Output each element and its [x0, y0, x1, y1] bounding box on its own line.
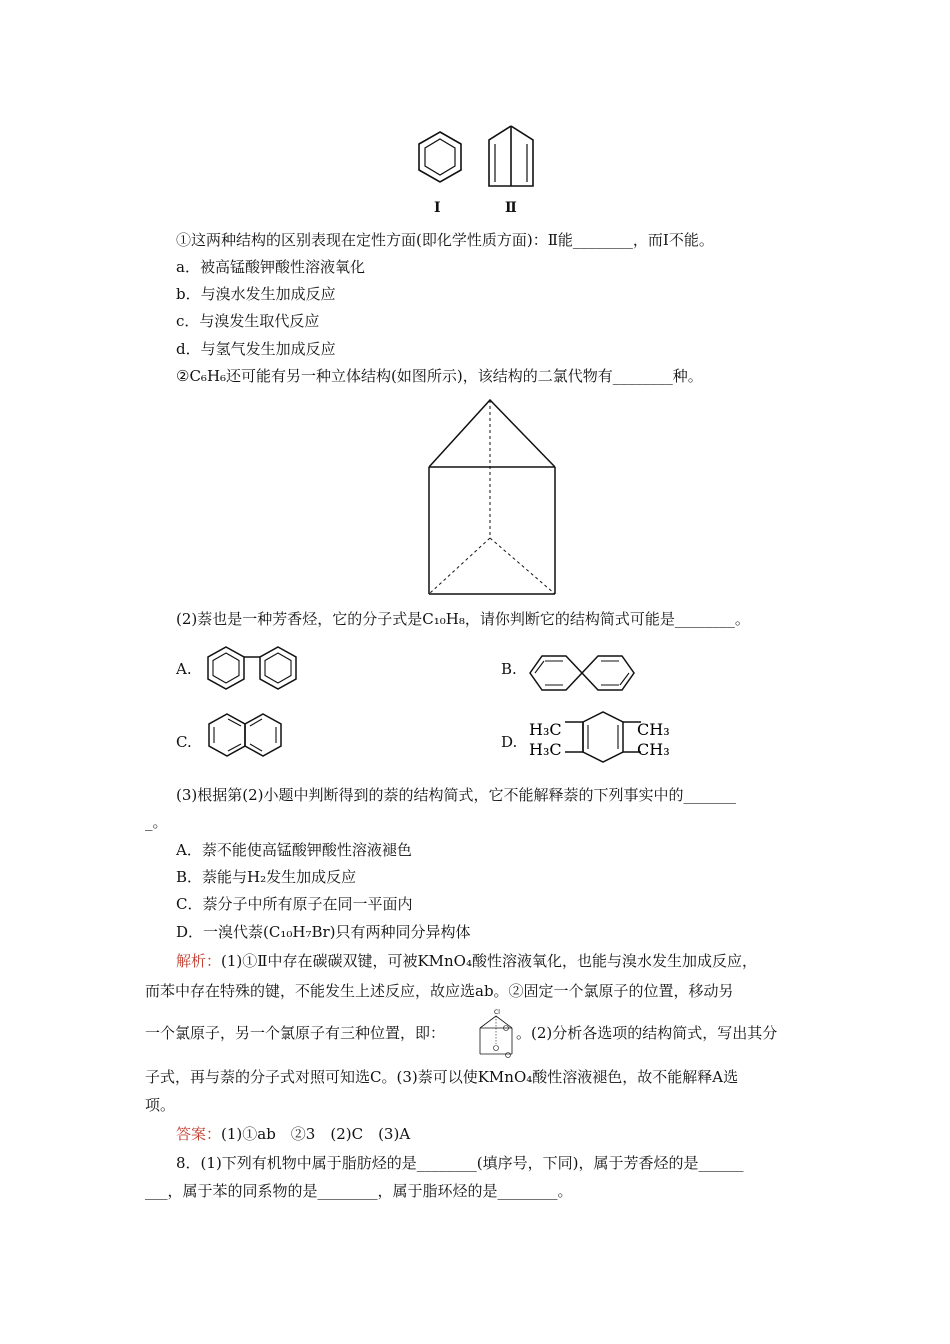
q8-line1: 8．(1)下列有机物中属于脂肪烃的是________(填序号，下同)，属于芳香烃的是______ [176, 1154, 744, 1172]
svg-text:Cl: Cl [494, 1009, 500, 1016]
q3-option-b: B．萘能与H₂发生加成反应 [176, 868, 357, 886]
q1-option-c: c．与溴发生取代反应 [176, 312, 320, 330]
q1-line2: ②C₆H₆还可能有另一种立体结构(如图所示)，该结构的二氯代物有________种。 [176, 367, 703, 385]
q2-option-a-label: A. [176, 660, 192, 678]
dewar-benzene-structure-II [485, 124, 541, 190]
label-I: Ⅰ [434, 200, 441, 216]
q3-option-a: A．萘不能使高锰酸钾酸性溶液褪色 [176, 841, 412, 859]
d-h3c-top: H₃C [529, 720, 562, 739]
analysis-line4: 子式，再与萘的分子式对照可知选C。(3)萘可以使KMnO₄酸性溶液褪色，故不能解释A选 [145, 1068, 739, 1086]
q1-line1: ①这两种结构的区别表现在定性方面(即化学性质方面)：Ⅱ能________，而Ⅰ不能。 [176, 231, 714, 249]
analysis-line3b: 。(2)分析各选项的结构简式，写出其分 [516, 1024, 778, 1042]
option-d-structure [527, 708, 677, 768]
q8-line2: ___，属于苯的同系物的是________，属于脂环烃的是________。 [145, 1182, 573, 1200]
label-II: Ⅱ [505, 200, 517, 216]
q3-option-c: C．萘分子中所有原子在同一平面内 [176, 895, 413, 913]
benzene-structure-I [415, 128, 465, 190]
q1-option-d: d．与氢气发生加成反应 [176, 340, 336, 358]
q2-option-c-label: C. [176, 733, 192, 751]
option-a-biphenyl-structure [204, 641, 304, 697]
answer-label: 答案： [176, 1125, 222, 1143]
d-h3c-bottom: H₃C [529, 740, 562, 759]
q2-option-b-label: B. [501, 660, 517, 678]
analysis-text-1: (1)①Ⅱ中存在碳碳双键，可被KMnO₄酸性溶液氧化，也能与溴水发生加成反应， [221, 952, 757, 970]
analysis-line2: 而苯中存在特殊的键，不能发生上述反应，故应选ab。②固定一个氯原子的位置，移动另 [145, 982, 734, 1000]
answer-text: (1)①ab ②3 (2)C (3)A [221, 1125, 411, 1143]
analysis-line3a: 一个氯原子，另一个氯原子有三种位置，即： [145, 1024, 446, 1042]
q2-option-d-label: D. [501, 733, 518, 751]
analysis-line1 [176, 951, 757, 971]
analysis-label: 解析： [176, 952, 222, 970]
prismane-figure [426, 398, 560, 598]
option-b-structure [526, 650, 646, 696]
q1-option-b: b．与溴水发生加成反应 [176, 285, 336, 303]
q1-option-a: a．被高锰酸钾酸性溶液氧化 [176, 258, 365, 276]
analysis-prism-mini-figure [478, 1008, 516, 1060]
d-ch3-top: CH₃ [637, 720, 670, 739]
q2-line: (2)萘也是一种芳香烃，它的分子式是C₁₀H₈，请你判断它的结构简式可能是________。 [176, 610, 750, 628]
q3-option-d: D．一溴代萘(C₁₀H₇Br)只有两种同分异构体 [176, 923, 471, 941]
answer-line [176, 1124, 410, 1144]
d-ch3-bottom: CH₃ [637, 740, 670, 759]
analysis-line5: 项。 [145, 1096, 176, 1114]
q3-line1: (3)根据第(2)小题中判断得到的萘的结构简式，它不能解释萘的下列事实中的_______ [176, 786, 736, 804]
option-c-naphthalene-structure [205, 710, 295, 766]
q3-line2: _。 [145, 813, 168, 831]
